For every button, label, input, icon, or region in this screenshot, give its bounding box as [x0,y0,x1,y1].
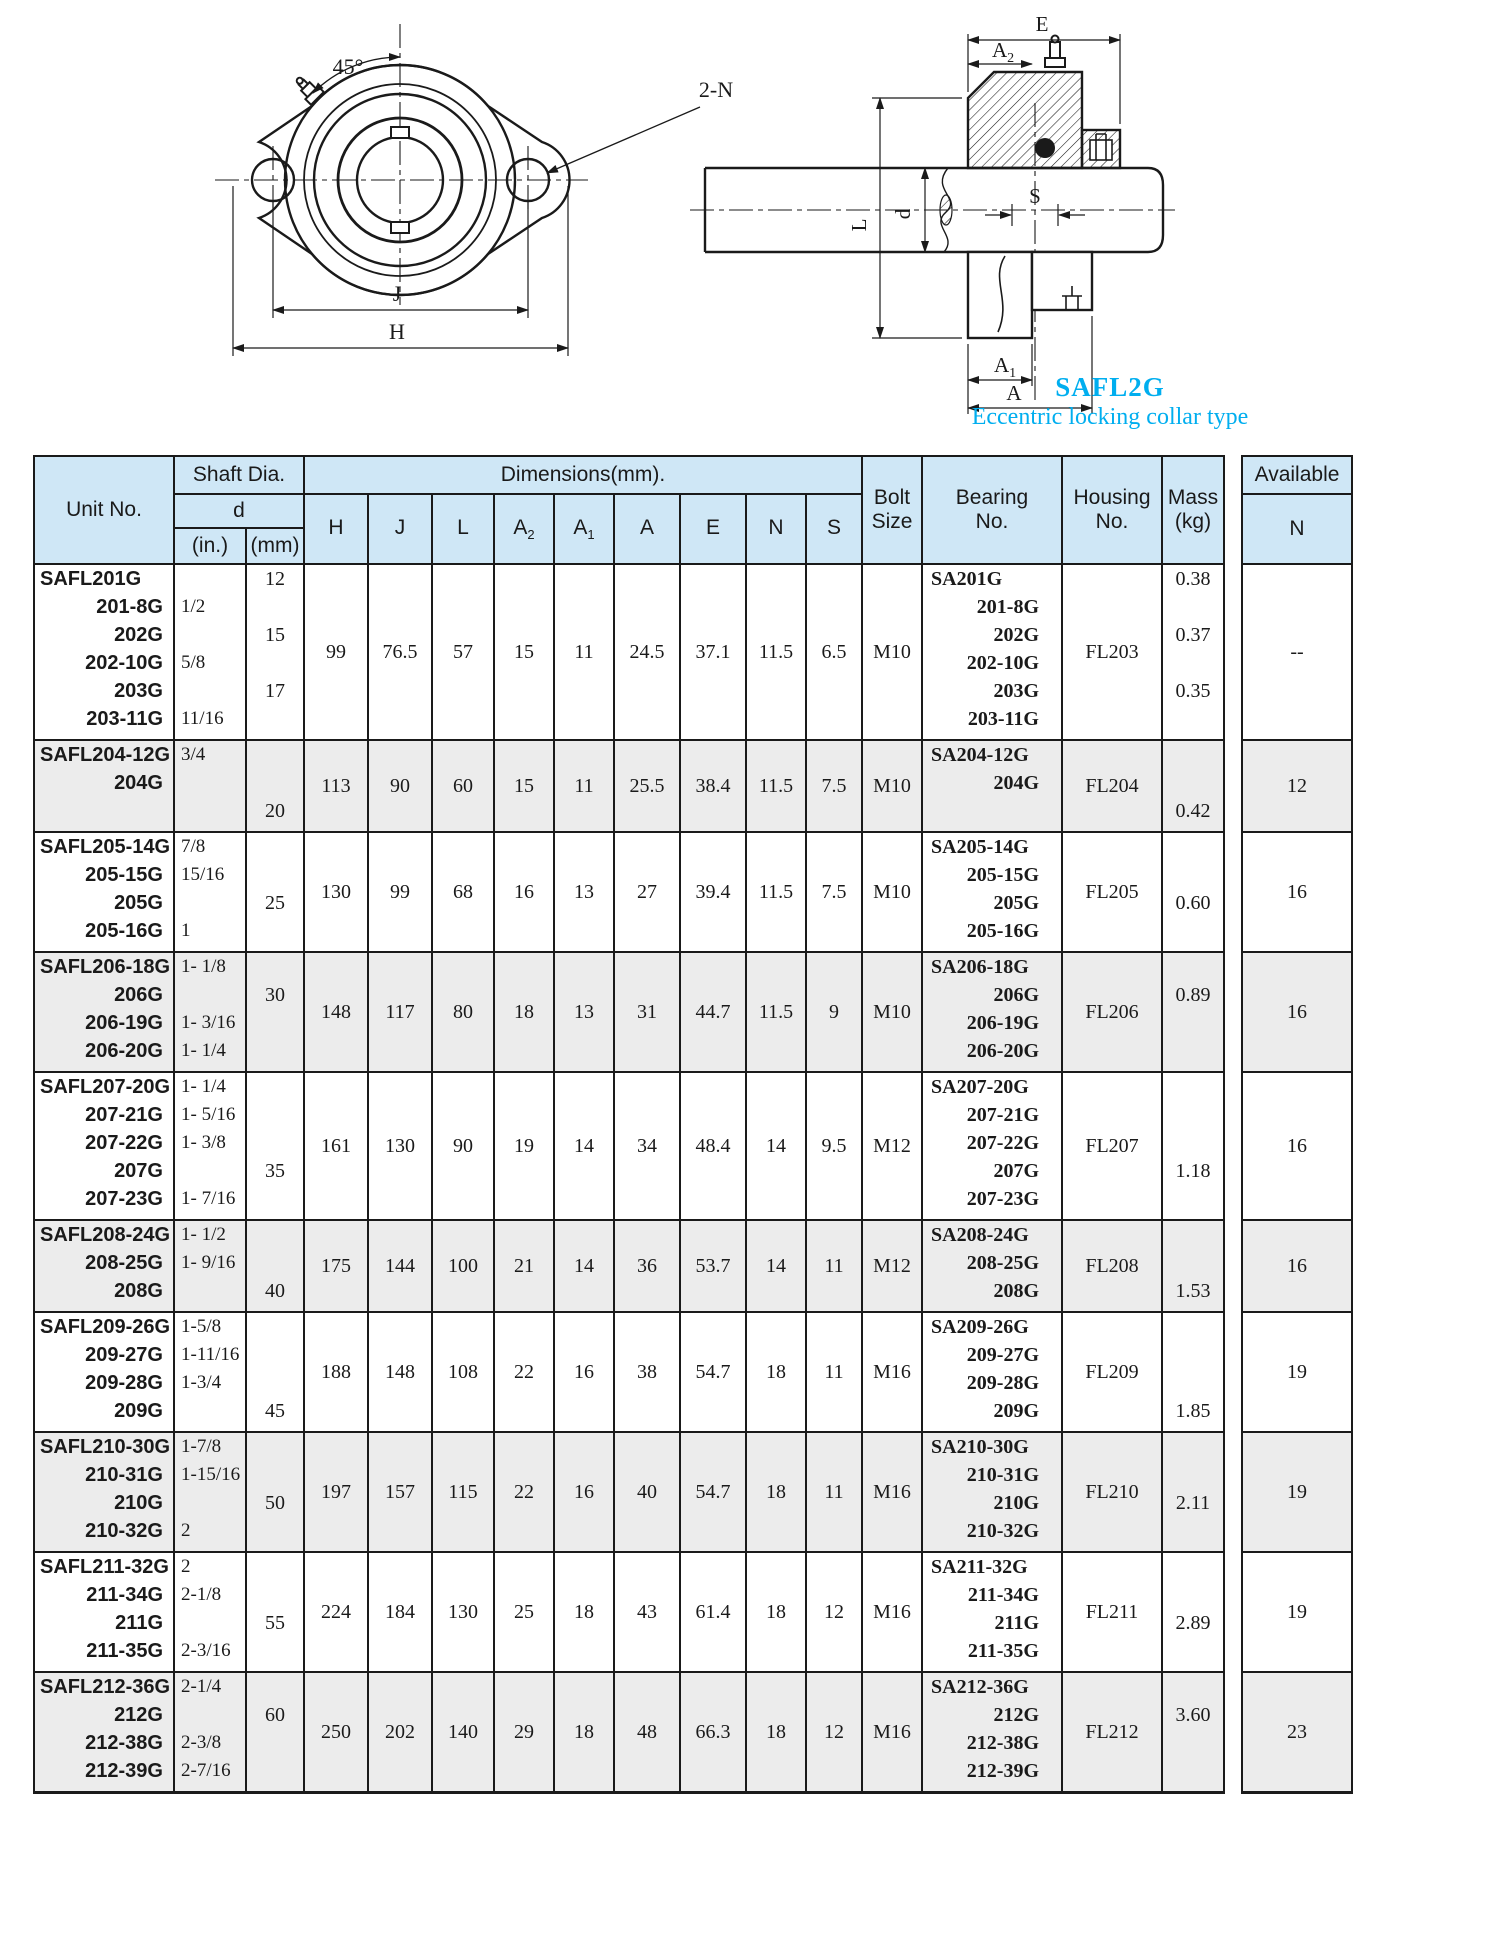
table-gap [1224,1072,1242,1220]
cell-dim-j: 117 [368,952,432,1072]
cell-dim-a: 25.5 [614,740,680,832]
table-row [34,740,1352,832]
col-header-shaft-dia: Shaft Dia. [174,456,304,494]
cell-dim-a2: 22 [494,1312,554,1432]
cell-mass-kg: 1.18 [1162,1072,1224,1220]
cell-dim-s: 7.5 [806,832,862,952]
cell-dim-l: 140 [432,1672,494,1793]
table-gap [1224,740,1242,832]
cell-dim-a: 27 [614,832,680,952]
cell-dim-e: 48.4 [680,1072,746,1220]
col-header-a: A [614,494,680,564]
dim-label-a: A [1006,381,1022,405]
keyway-top [391,127,409,138]
cell-mass-kg: 0.89 [1162,952,1224,1072]
cell-available-n: 19 [1242,1432,1352,1552]
cell-shaft-dia-in: 1- 1/4 1- 5/16 1- 3/8 1- 7/16 [174,1072,246,1220]
cell-available-n: 19 [1242,1552,1352,1672]
cell-bolt-size: M10 [862,740,922,832]
dim-label-l: L [847,218,871,232]
dim-label-e: E [1035,12,1049,36]
cell-dim-s: 12 [806,1552,862,1672]
cell-dim-a: 40 [614,1432,680,1552]
cell-bearing-no: SA209-26G 209-27G 209-28G 209G [922,1312,1062,1432]
cell-dim-a: 48 [614,1672,680,1793]
cell-shaft-dia-mm: 20 [246,740,304,832]
cell-dim-s: 6.5 [806,564,862,740]
cell-bolt-size: M16 [862,1552,922,1672]
cell-housing-no: FL210 [1062,1432,1162,1552]
cell-mass-kg: 1.85 [1162,1312,1224,1432]
cell-bolt-size: M10 [862,832,922,952]
col-header-j: J [368,494,432,564]
cell-shaft-dia-in: 7/8 15/16 1 [174,832,246,952]
table-gap [1224,1672,1242,1793]
cell-dim-l: 68 [432,832,494,952]
cell-bolt-size: M10 [862,564,922,740]
cell-dim-s: 12 [806,1672,862,1793]
col-header-inch: (in.) [174,528,246,564]
cell-dim-e: 61.4 [680,1552,746,1672]
cell-available-n: 23 [1242,1672,1352,1793]
cell-shaft-dia-mm: 55 [246,1552,304,1672]
col-header-bolt-size: Bolt Size [862,456,922,564]
cell-dim-n: 14 [746,1220,806,1312]
cell-dim-a1: 11 [554,564,614,740]
cell-shaft-dia-mm: 35 [246,1072,304,1220]
cell-dim-e: 54.7 [680,1432,746,1552]
cell-dim-h: 113 [304,740,368,832]
leader-line [547,107,700,173]
product-title [940,372,1280,431]
cell-dim-j: 99 [368,832,432,952]
table-gap [1224,1552,1242,1672]
cell-dim-a2: 15 [494,740,554,832]
cell-bearing-no: SA211-32G 211-34G 211G 211-35G [922,1552,1062,1672]
cell-bolt-size: M16 [862,1432,922,1552]
col-header-a1: $A_1$ [554,494,614,564]
dim-label-a2: $A_2$ [992,38,1015,66]
cell-dim-n: 11.5 [746,952,806,1072]
cell-dim-s: 11 [806,1220,862,1312]
cell-unit-no: SAFL208-24G 208-25G 208G [34,1220,174,1312]
cell-available-n: 12 [1242,740,1352,832]
cell-unit-no: SAFL204-12G 204G [34,740,174,832]
cell-dim-h: 99 [304,564,368,740]
cell-shaft-dia-in: 1- 1/2 1- 9/16 [174,1220,246,1312]
table-row [34,832,1352,952]
cell-dim-h: 250 [304,1672,368,1793]
cell-dim-e: 37.1 [680,564,746,740]
cell-dim-s: 9.5 [806,1072,862,1220]
col-header-d: d [174,494,304,528]
col-header-mass: Mass (kg) [1162,456,1224,564]
col-header-available: Available [1242,456,1352,494]
cell-unit-no: SAFL205-14G 205-15G 205G 205-16G [34,832,174,952]
cell-shaft-dia-mm: 30 [246,952,304,1072]
cell-dim-n: 11.5 [746,740,806,832]
cell-dim-s: 7.5 [806,740,862,832]
table-gap [1224,456,1242,564]
cell-unit-no: SAFL212-36G 212G 212-38G 212-39G [34,1672,174,1793]
angle-label: 45° [332,54,364,79]
cell-dim-a1: 18 [554,1672,614,1793]
cell-dim-a1: 14 [554,1072,614,1220]
cell-dim-l: 90 [432,1072,494,1220]
cell-bearing-no: SA201G 201-8G 202G 202-10G 203G 203-11G [922,564,1062,740]
col-header-unit-no: Unit No. [34,456,174,564]
cell-shaft-dia-mm: 50 [246,1432,304,1552]
cell-dim-n: 18 [746,1432,806,1552]
col-header-s: S [806,494,862,564]
shaft-break-lens [940,195,952,225]
cell-available-n: 19 [1242,1312,1352,1432]
table-gap [1224,832,1242,952]
cell-dim-h: 224 [304,1552,368,1672]
cell-bolt-size: M16 [862,1672,922,1793]
cell-dim-a1: 16 [554,1432,614,1552]
table-row [34,1432,1352,1552]
dim-label-s: S [1029,184,1041,208]
cell-dim-a: 43 [614,1552,680,1672]
cell-shaft-dia-mm: 25 [246,832,304,952]
cell-mass-kg: 0.42 [1162,740,1224,832]
cell-dim-n: 11.5 [746,832,806,952]
cell-shaft-dia-mm: 45 [246,1312,304,1432]
cell-dim-a: 24.5 [614,564,680,740]
cell-dim-l: 100 [432,1220,494,1312]
cell-dim-a2: 18 [494,952,554,1072]
cell-dim-a2: 19 [494,1072,554,1220]
cell-dim-n: 18 [746,1552,806,1672]
cell-dim-e: 54.7 [680,1312,746,1432]
front-view-drawing [215,24,733,356]
cell-dim-a1: 11 [554,740,614,832]
cell-dim-l: 60 [432,740,494,832]
cell-shaft-dia-in: 1- 1/8 1- 3/16 1- 1/4 [174,952,246,1072]
cell-unit-no: SAFL210-30G 210-31G 210G 210-32G [34,1432,174,1552]
table-gap [1224,1312,1242,1432]
table-row [34,1672,1352,1793]
cell-bearing-no: SA212-36G 212G 212-38G 212-39G [922,1672,1062,1793]
cell-dim-e: 53.7 [680,1220,746,1312]
bearing-ball-icon [1035,138,1055,158]
cell-unit-no: SAFL211-32G 211-34G 211G 211-35G [34,1552,174,1672]
table-row [34,564,1352,740]
cell-dim-h: 130 [304,832,368,952]
cell-dim-l: 108 [432,1312,494,1432]
cell-bearing-no: SA205-14G 205-15G 205G 205-16G [922,832,1062,952]
housing-section [968,72,1082,168]
table-row [34,1072,1352,1220]
cell-housing-no: FL208 [1062,1220,1162,1312]
cell-dim-a1: 14 [554,1220,614,1312]
table-gap [1224,1220,1242,1312]
col-header-h: H [304,494,368,564]
cell-dim-l: 130 [432,1552,494,1672]
cell-dim-s: 9 [806,952,862,1072]
cell-housing-no: FL203 [1062,564,1162,740]
table-gap [1224,952,1242,1072]
cell-dim-h: 188 [304,1312,368,1432]
cell-bolt-size: M10 [862,952,922,1072]
cell-dim-h: 197 [304,1432,368,1552]
cell-available-n: 16 [1242,1072,1352,1220]
cell-dim-e: 39.4 [680,832,746,952]
cell-housing-no: FL211 [1062,1552,1162,1672]
cell-dim-a1: 18 [554,1552,614,1672]
cell-dim-a: 31 [614,952,680,1072]
cell-dim-n: 11.5 [746,564,806,740]
side-view-drawing [690,12,1175,414]
cell-dim-a1: 13 [554,952,614,1072]
type-name: Eccentric locking collar type [971,404,1249,430]
cell-dim-j: 76.5 [368,564,432,740]
cell-bearing-no: SA208-24G 208-25G 208G [922,1220,1062,1312]
table-row [34,1312,1352,1432]
collar-lower-section [1032,252,1092,310]
table-row [34,1552,1352,1672]
cell-bolt-size: M16 [862,1312,922,1432]
cell-shaft-dia-in: 3/4 [174,740,246,832]
cell-dim-n: 14 [746,1072,806,1220]
col-header-n: N [746,494,806,564]
col-header-bearing-no: Bearing No. [922,456,1062,564]
table-row [34,1220,1352,1312]
col-header-available-n: N [1242,494,1352,564]
cell-available-n: -- [1242,564,1352,740]
bolt-hole-count-label: 2-N [698,77,734,102]
cell-dim-h: 161 [304,1072,368,1220]
cell-dim-j: 157 [368,1432,432,1552]
cell-unit-no: SAFL206-18G 206G 206-19G 206-20G [34,952,174,1072]
dim-label-h: H [389,319,405,344]
cell-dim-j: 202 [368,1672,432,1793]
cell-dim-a: 34 [614,1072,680,1220]
cell-dim-a2: 16 [494,832,554,952]
cell-dim-a1: 13 [554,832,614,952]
cell-bearing-no: SA210-30G 210-31G 210G 210-32G [922,1432,1062,1552]
cell-dim-h: 175 [304,1220,368,1312]
cell-dim-s: 11 [806,1312,862,1432]
col-header-e: E [680,494,746,564]
cell-shaft-dia-in: 2-1/4 2-3/8 2-7/16 [174,1672,246,1793]
cell-dim-j: 130 [368,1072,432,1220]
table-row [34,952,1352,1072]
dim-label-d: d [891,208,915,220]
cell-dim-j: 90 [368,740,432,832]
cell-dim-l: 115 [432,1432,494,1552]
cell-housing-no: FL209 [1062,1312,1162,1432]
cell-dim-a: 36 [614,1220,680,1312]
cell-dim-a1: 16 [554,1312,614,1432]
model-code: SAFL2G [1055,372,1165,402]
cell-housing-no: FL205 [1062,832,1162,952]
table-gap [1224,564,1242,740]
cell-dim-j: 184 [368,1552,432,1672]
cell-dim-a2: 15 [494,564,554,740]
cell-dim-a2: 29 [494,1672,554,1793]
cell-dim-a2: 21 [494,1220,554,1312]
cell-dim-s: 11 [806,1432,862,1552]
spec-table [33,455,1353,1794]
cell-dim-h: 148 [304,952,368,1072]
cell-shaft-dia-in: 1-5/8 1-11/16 1-3/4 [174,1312,246,1432]
cell-bolt-size: M12 [862,1072,922,1220]
cell-bearing-no: SA206-18G 206G 206-19G 206-20G [922,952,1062,1072]
cell-dim-a2: 25 [494,1552,554,1672]
cell-unit-no: SAFL209-26G 209-27G 209-28G 209G [34,1312,174,1432]
cell-bolt-size: M12 [862,1220,922,1312]
cell-mass-kg: 2.89 [1162,1552,1224,1672]
cell-dim-n: 18 [746,1312,806,1432]
col-header-a2: $A_2$ [494,494,554,564]
col-header-dimensions: Dimensions(mm). [304,456,862,494]
cell-dim-e: 38.4 [680,740,746,832]
col-header-mm: (mm) [246,528,304,564]
cell-mass-kg: 1.53 [1162,1220,1224,1312]
cell-shaft-dia-in: 1-7/8 1-15/16 2 [174,1432,246,1552]
cell-unit-no: SAFL207-20G 207-21G 207-22G 207G 207-23G [34,1072,174,1220]
cell-shaft-dia-in: 2 2-1/8 2-3/16 [174,1552,246,1672]
cell-dim-j: 148 [368,1312,432,1432]
cell-available-n: 16 [1242,952,1352,1072]
col-header-housing-no: Housing No. [1062,456,1162,564]
cell-dim-l: 57 [432,564,494,740]
cell-mass-kg: 3.60 [1162,1672,1224,1793]
cell-dim-a: 38 [614,1312,680,1432]
cell-housing-no: FL204 [1062,740,1162,832]
cell-mass-kg: 0.38 0.37 0.35 [1162,564,1224,740]
cell-dim-e: 44.7 [680,952,746,1072]
cell-shaft-dia-mm: 60 [246,1672,304,1793]
cell-mass-kg: 0.60 [1162,832,1224,952]
dim-label-j: J [392,281,402,306]
cell-dim-n: 18 [746,1672,806,1793]
cell-dim-j: 144 [368,1220,432,1312]
cell-shaft-dia-mm: 12 15 17 [246,564,304,740]
cell-mass-kg: 2.11 [1162,1432,1224,1552]
cell-available-n: 16 [1242,1220,1352,1312]
keyway-bottom [391,222,409,233]
cell-housing-no: FL207 [1062,1072,1162,1220]
cell-unit-no: SAFL201G 201-8G 202G 202-10G 203G 203-11G [34,564,174,740]
cell-housing-no: FL206 [1062,952,1162,1072]
dim-label-a1: $A_1$ [994,353,1017,381]
col-header-l: L [432,494,494,564]
cell-dim-l: 80 [432,952,494,1072]
cell-available-n: 16 [1242,832,1352,952]
cell-housing-no: FL212 [1062,1672,1162,1793]
cell-shaft-dia-mm: 40 [246,1220,304,1312]
cell-dim-a2: 22 [494,1432,554,1552]
cell-dim-e: 66.3 [680,1672,746,1793]
table-gap [1224,1432,1242,1552]
cell-bearing-no: SA204-12G 204G [922,740,1062,832]
cell-bearing-no: SA207-20G 207-21G 207-22G 207G 207-23G [922,1072,1062,1220]
cell-shaft-dia-in: 1/2 5/8 11/16 [174,564,246,740]
